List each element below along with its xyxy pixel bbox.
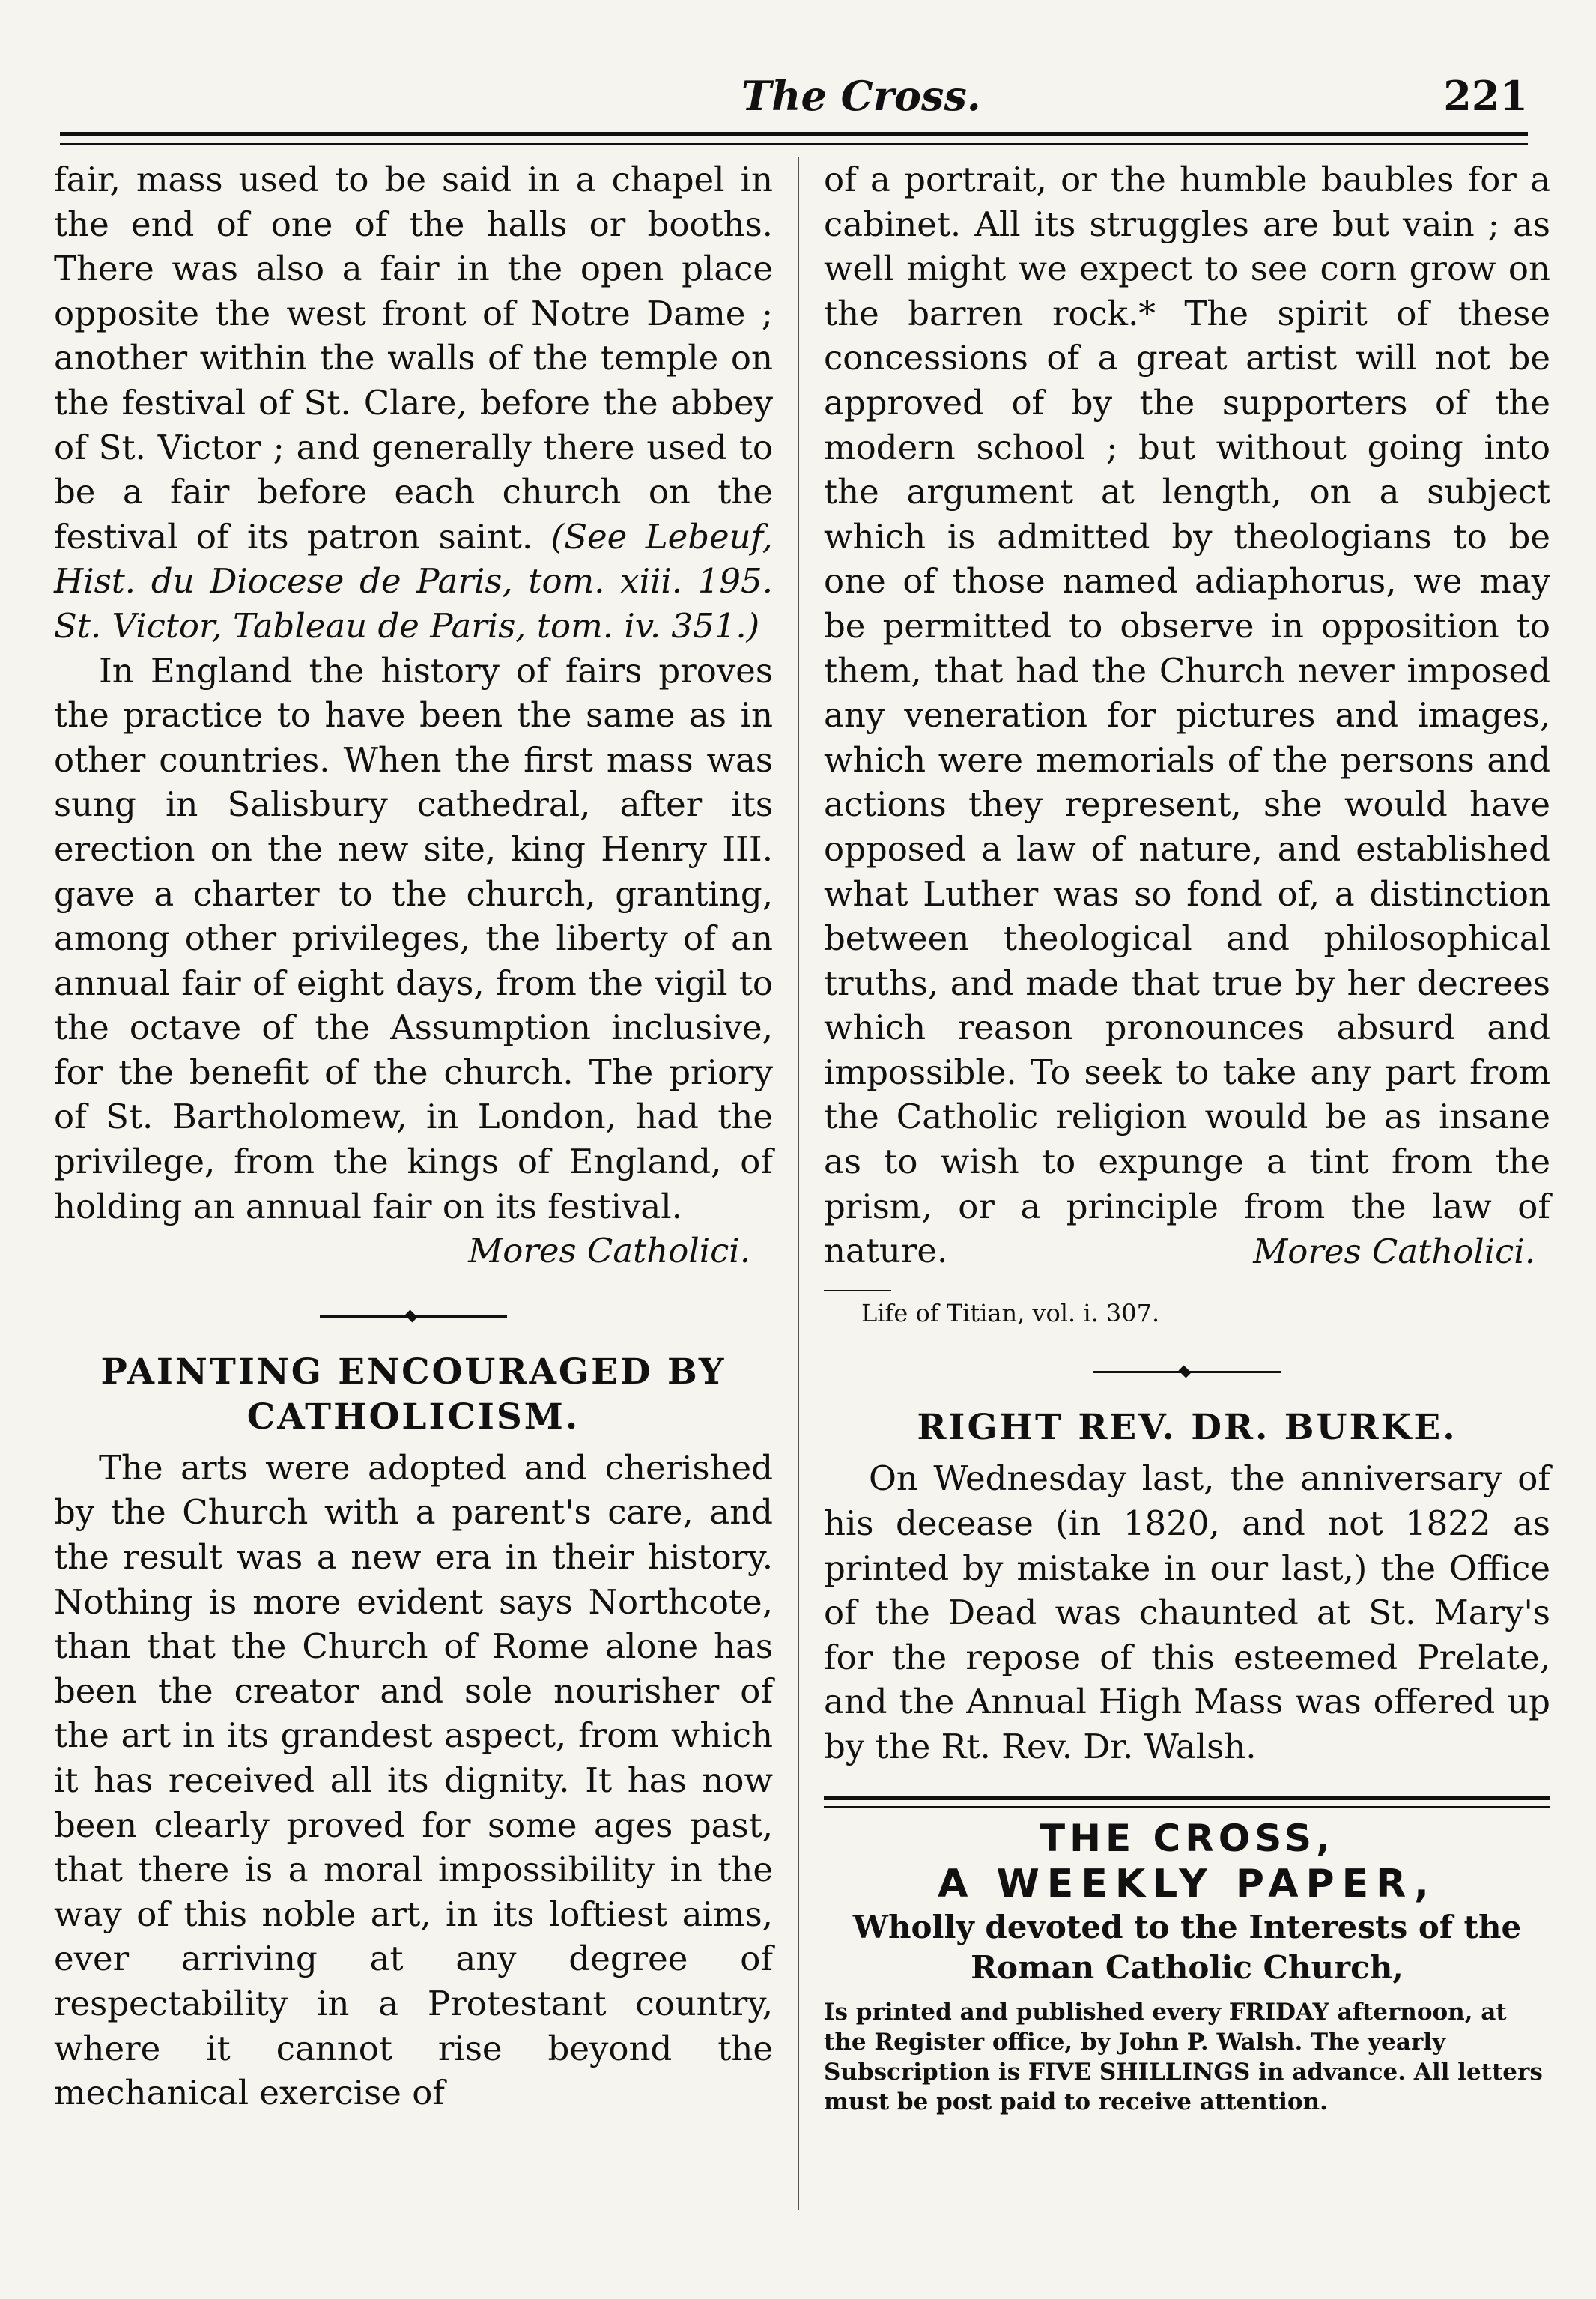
page-header — [60, 72, 1528, 132]
header-rule — [60, 132, 1528, 145]
article-heading-painting: PAINTING ENCOURAGED BY CATHOLICISM. — [100, 1351, 726, 1438]
left-paragraph-1: fair, mass used to be said in a chapel in the end of one of the halls or booths. There was also a fair in the open place opposite the west front of Notre Dame ; another within the walls of the temple on the festival of St. Clare, before the abbey of St. Victor ; and generally there used to be a fair before each church on the festival of its patron saint. (See Lebeuf, Hist. du Diocese de Paris, tom. xiii. 195. St. Victor, Tableau de Paris, tom. iv. 351.) — [54, 160, 773, 646]
right-paragraph-2: On Wednesday last, the anniversary of his decease (in 1820, and not 1822 as printed by mistake in our last,) the Office of the Dead was chaunted at St. Mary's for the repose of this esteemed Prelate, and the Annual High Mass was offered up by the Rt. Rev. Dr. Walsh. — [824, 1459, 1550, 1766]
left-signature: Mores Catholici. — [468, 1231, 750, 1271]
advertisement — [824, 1816, 1550, 2117]
column-divider — [798, 157, 799, 2210]
running-title: The Cross. — [741, 72, 981, 120]
article-heading-burke: RIGHT REV. DR. BURKE. — [917, 1407, 1457, 1449]
footnote-rule — [824, 1290, 891, 1291]
footnote: Life of Titian, vol. i. 307. — [861, 1299, 1160, 1328]
advert-subtitle: A WEEKLY PAPER, — [938, 1861, 1436, 1906]
left-paragraph-3: The arts were adopted and cherished by the Church with a parent's care, and the result was a new era in their history. Nothing is more evident says Northcote, than that the Church of Rome alone has been the creator and sole nourisher of the art in its grandest aspect, from which it has received all its dignity. It has now been clearly proved for some ages past, that there is a moral impossibility in the way of this noble art, in its loftiest aims, ever arriving at any degree of respectability in a Protestant country, where it cannot rise beyond the mechanical exercise of — [54, 1447, 773, 2113]
section-separator — [320, 1312, 507, 1320]
right-paragraph-1: of a portrait, or the humble baubles for a cabinet. All its struggles are but vain ; as well might we expect to see corn grow on the barren rock.* The spirit of these concessions of a great artist will not be approved of by the supporters of the modern school ; but without going into the argument at length, on a subject which is admitted by theologians to be one of those named adiaphorus, we may be permitted to observe in opposition to them, that had the Church never imposed any veneration for pictures and images, which were memorials of the persons and actions they represent, she would have opposed a law of nature, and established what Luther was so fond of, a distinction between theological and philosophical truths, and made that true by her decrees which reason pronounces absurd and impossible. To seek to take any part from the Catholic religion would be as insane as to wish to expunge a tint from the prism, or a principle from the law of nature. — [824, 160, 1550, 1271]
left-citation: (See Lebeuf, Hist. du Diocese de Paris, tom. xiii. 195. St. Victor, Tableau de Paris, tom. iv. 351.) — [54, 516, 773, 646]
left-paragraph-2: In England the history of fairs proves the practice to have been the same as in other countries. When the first mass was sung in Salisbury cathedral, after its erection on the new site, king Henry III. gave a charter to the church, granting, among other privileges, the liberty of an annual fair of eight days, from the vigil to the octave of the Assumption inclusive, for the benefit of the church. The priory of St. Bartholomew, in London, had the privilege, from the kings of England, of holding an annual fair on its festival. — [54, 650, 773, 1226]
advert-masthead: THE CROSS, — [1040, 1816, 1335, 1860]
advert-details: Is printed and published every FRIDAY afternoon, at the Register office, by John P. Walsh. The yearly Subscription is FIVE SHILLINGS in advance. All letters must be post paid to receive attention. — [824, 1998, 1543, 2115]
left-column — [54, 157, 773, 2115]
right-signature: Mores Catholici. — [1253, 1231, 1535, 1271]
advert-description: Wholly devoted to the Interests of the Roman Catholic Church, — [852, 1908, 1522, 1986]
section-separator-2 — [1093, 1368, 1281, 1375]
page-number: 221 — [1443, 72, 1528, 120]
advert-rule — [824, 1796, 1550, 1808]
right-column — [824, 157, 1550, 2117]
